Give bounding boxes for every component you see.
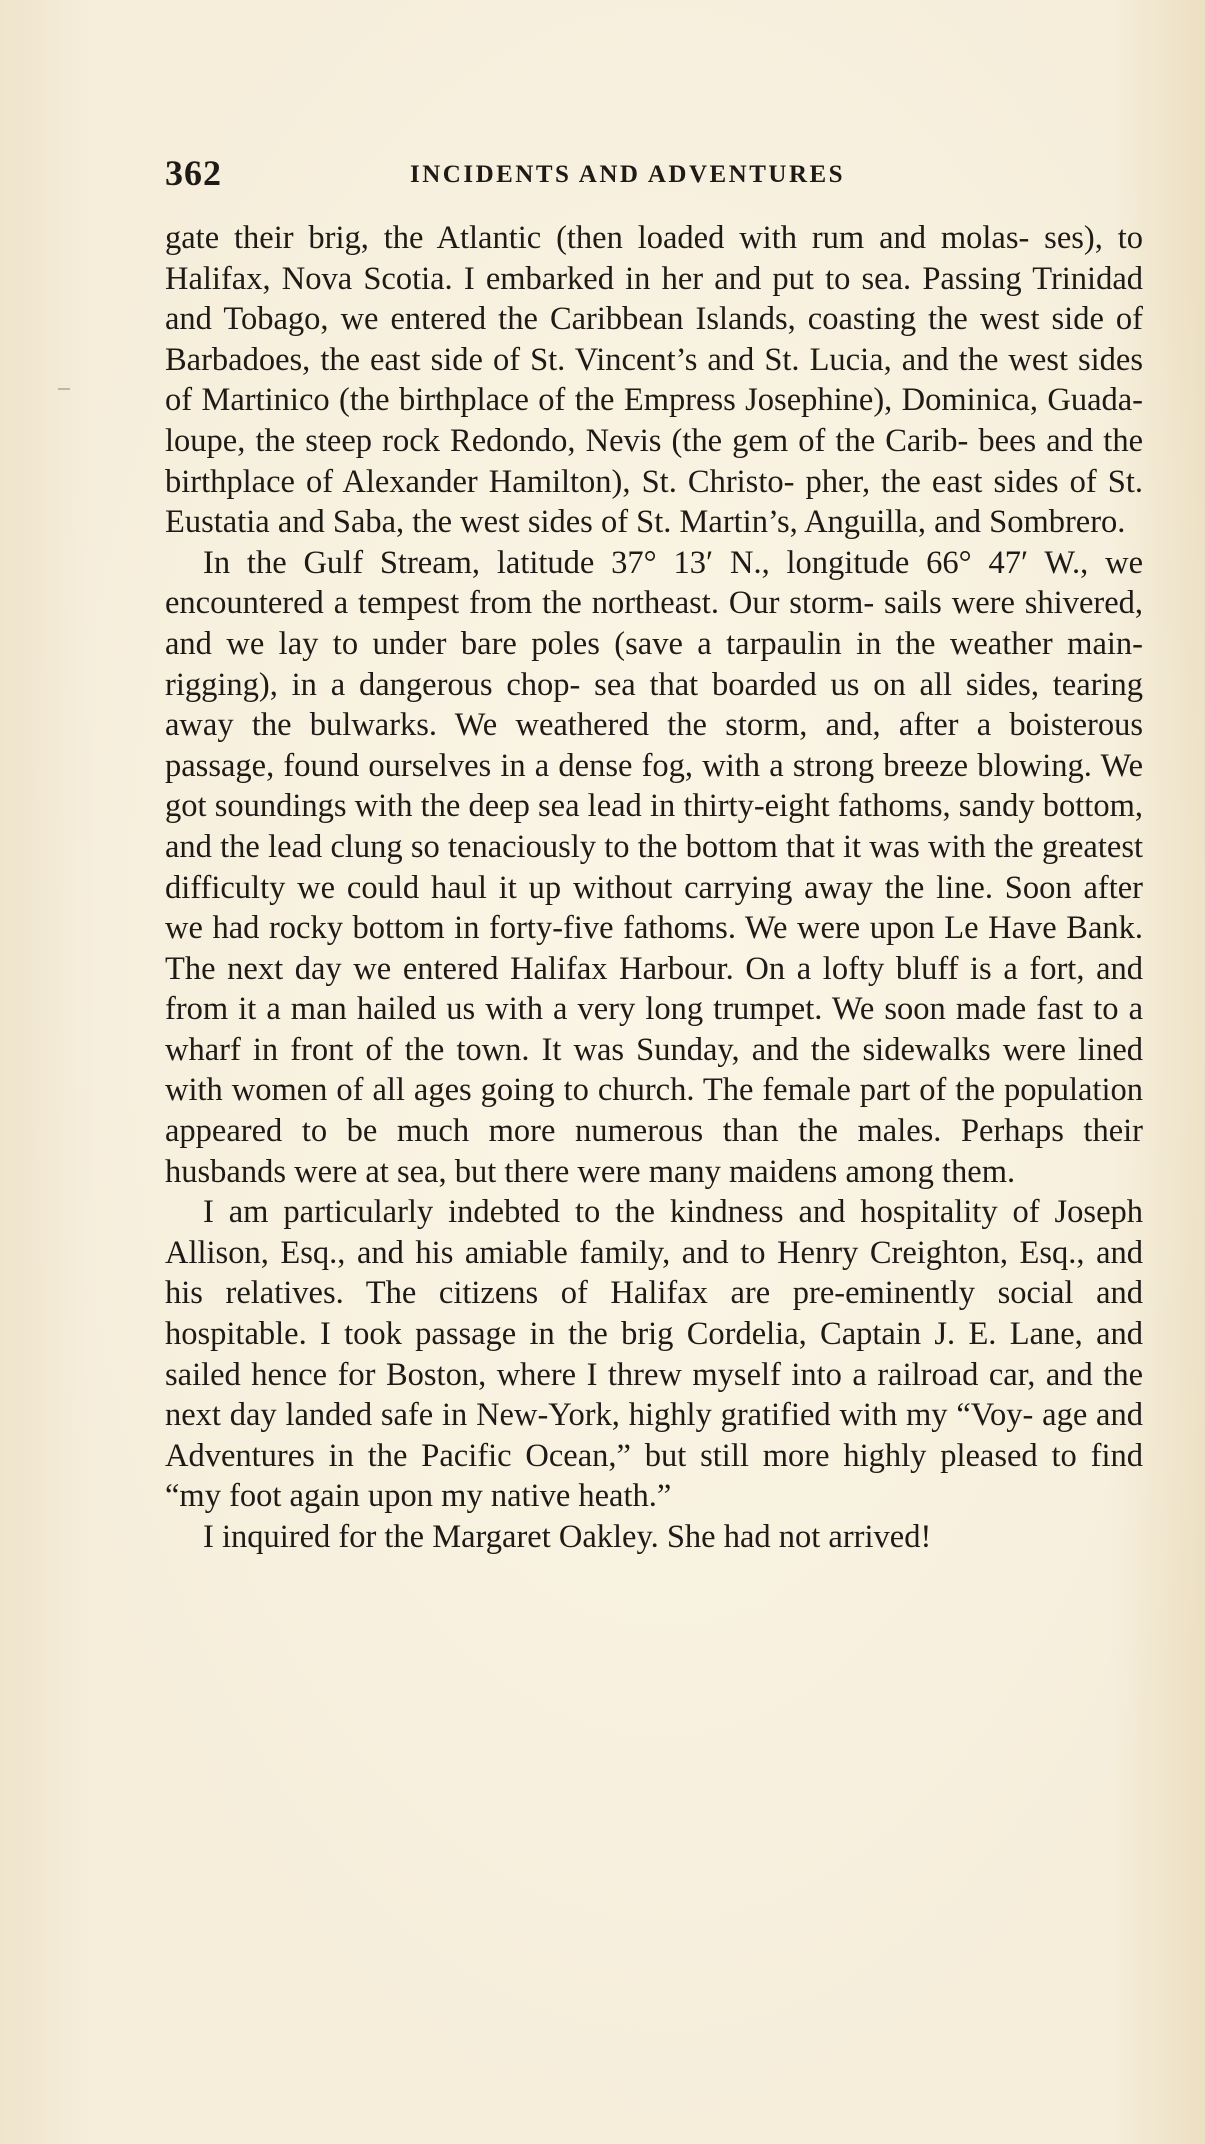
page-header xyxy=(165,152,900,196)
paragraph-margaret-oakley: I inquired for the Margaret Oakley. She had not arrived! xyxy=(203,1519,932,1555)
page-number: 362 xyxy=(165,153,222,193)
body-text xyxy=(165,218,1143,1558)
paragraph-gulf-stream: In the Gulf Stream, latitude 37° 13′ N., longitude 66° 47′ W., we encountered a tempest from the northeast. Our storm- sails were shivered, and we lay to under bare poles (save a tarpaulin in the weather main-rigging), in a dangerous chop- sea that boarded us on all sides, tearing away the bulwarks. We weathered the storm, and, after a boisterous passage, found ourselves in a dense fog, with a strong breeze blowing. We got soundings with the deep sea lead in thirty-eight fathoms, sandy bottom, and the lead clung so tenaciously to the bottom that it was with the greatest difficulty we could haul it up without carrying away the line. Soon after we had rocky bottom in forty-five fathoms. We were upon Le Have Bank. The next day we entered Halifax Harbour. On a lofty bluff is a fort, and from it a man hailed us with a very long trumpet. We soon made fast to a wharf in front of the town. It was Sunday, and the sidewalks were lined with women of all ages going to church. The female part of the population appeared to be much more numerous than the males. Perhaps their husbands were at sea, but there were many maidens among them. xyxy=(165,544,1143,1190)
paragraph-continuation: gate their brig, the Atlantic (then loaded with rum and molas- ses), to Halifax, Nova Scotia. I embarked in her and put to sea. Passing Trinidad and Tobago, we entered the Caribbean Islands, coasting the west side of Barbadoes, the east side of St. Vincent’s and St. Lucia, and the west sides of Martinico (the birthplace of the Empress Josephine), Dominica, Guada- loupe, the steep rock Redondo, Nevis (the gem of the Carib- bees and the birthplace of Alexander Hamilton), St. Christo- pher, the east sides of St. Eustatia and Saba, the west sides of St. Martin’s, Anguilla, and Sombrero. xyxy=(165,220,1143,541)
margin-mark xyxy=(58,388,70,390)
running-title: INCIDENTS AND ADVENTURES xyxy=(410,161,846,188)
paragraph-halifax-hospitality: I am particularly indebted to the kindness and hospitality of Joseph Allison, Esq., and his amiable family, and to Henry Creighton, Esq., and his relatives. The citizens of Halifax are pre-eminently social and hospitable. I took passage in the brig Cordelia, Captain J. E. Lane, and sailed hence for Boston, where I threw myself into a railroad car, and the next day landed safe in New-York, highly gratified with my “Voy- age and Adventures in the Pacific Ocean,” but still more highly pleased to find “my foot again upon my native heath.” xyxy=(165,1194,1143,1515)
